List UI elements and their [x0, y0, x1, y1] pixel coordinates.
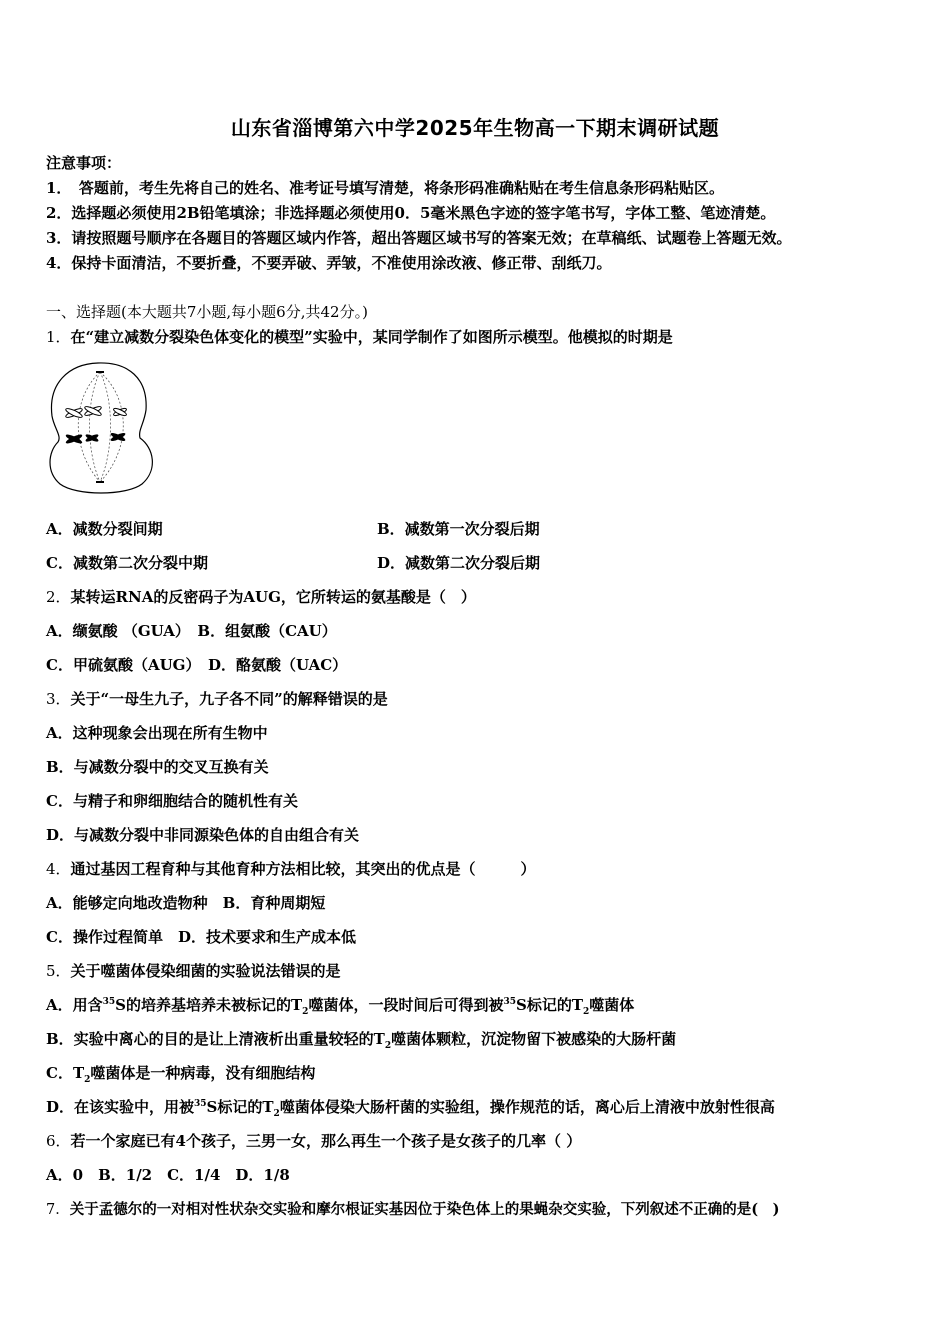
page-title: 山东省淄博第六中学2025年生物高一下期末调研试题 [230, 116, 720, 140]
notice-item-2: 2．选择题必须使用2B铅笔填涂；非选择题必须使用0．5毫米黑色字迹的签字笔书写，字体工整、笔迹清楚。 [46, 204, 776, 222]
q4-options-cd: C．操作过程简单 D．技术要求和生产成本低 [46, 928, 356, 946]
q5-option-d [46, 1097, 775, 1117]
meiosis-cell-model-figure [46, 358, 158, 494]
text-run: C．T [46, 1064, 85, 1082]
subscript: 2 [84, 1075, 91, 1085]
q6-options: A．0 B．1/2 C．1/4 D．1/8 [46, 1166, 290, 1184]
cell-membrane [50, 363, 152, 493]
superscript: 35 [503, 997, 516, 1007]
question-number: 1． [46, 328, 71, 346]
q5-option-a [46, 995, 634, 1015]
question-number: 7． [46, 1202, 70, 1218]
subscript: 2 [384, 1041, 392, 1051]
q5-option-c [46, 1063, 315, 1083]
text-run: 噬菌体 [589, 996, 635, 1014]
text-run: 噬菌体，一段时间后可得到被 [308, 996, 504, 1014]
text-run: S标记的T [206, 1098, 274, 1116]
text-run: 噬菌体是一种病毒，没有细胞结构 [90, 1064, 316, 1082]
question-4 [46, 859, 536, 879]
text-run: S标记的T [515, 996, 583, 1014]
question-3 [46, 689, 388, 709]
text-run: D．在该实验中，用被 [46, 1098, 195, 1116]
q3-option-a: A．这种现象会出现在所有生物中 [46, 724, 268, 742]
question-number: 4． [46, 860, 71, 878]
text-run: B．实验中离心的目的是让上清液析出重量较轻的T [46, 1030, 385, 1048]
spindle-fibers [78, 372, 123, 482]
q4-options-ab: A．能够定向地改造物种 B．育种周期短 [46, 894, 326, 912]
question-number: 2． [46, 588, 71, 606]
question-stem: 在“建立减数分裂染色体变化的模型”实验中，某同学制作了如图所示模型。他模拟的时期是 [70, 328, 673, 346]
question-stem: 关于噬菌体侵染细菌的实验说法错误的是 [70, 962, 341, 980]
q3-option-b: B．与减数分裂中的交叉互换有关 [46, 758, 269, 776]
text-run: S的培养基培养未被标记的T [115, 996, 303, 1014]
text-run: A．用含 [46, 996, 103, 1014]
superscript: 35 [194, 1099, 207, 1109]
chromosomes-lower [65, 431, 126, 445]
question-number: 3． [46, 690, 71, 708]
q2-options-ab: A．缬氨酸 （GUA） B．组氨酸（CAU） [46, 622, 337, 640]
notice-item-1: 1． 答题前，考生先将自己的姓名、准考证号填写清楚，将条形码准确粘贴在考生信息条形码粘贴区。 [46, 179, 724, 197]
question-5 [46, 961, 341, 981]
chromosomes-upper [65, 405, 127, 419]
q5-option-b [46, 1029, 676, 1049]
question-1 [46, 327, 673, 347]
text-run: 噬菌体颗粒，沉淀物留下被感染的大肠杆菌 [391, 1030, 677, 1048]
subscript: 2 [302, 1007, 309, 1017]
q3-option-d: D．与减数分裂中非同源染色体的自由组合有关 [46, 826, 360, 844]
question-number: 5． [46, 962, 71, 980]
question-stem: 若一个家庭已有4个孩子，三男一女，那么再生一个孩子是女孩子的几率（ ） [70, 1132, 582, 1150]
section-heading: 一、选择题(本大题共7小题,每小题6分,共42分。) [46, 303, 368, 321]
q1-option-d: D．减数第二次分裂后期 [377, 554, 541, 572]
subscript: 2 [582, 1007, 590, 1017]
text-run: 噬菌体侵染大肠杆菌的实验组，操作规范的话，离心后上清液中放射性很高 [279, 1098, 775, 1116]
question-6 [46, 1131, 581, 1151]
notice-item-3: 3．请按照题号顺序在各题目的答题区域内作答，超出答题区域书写的答案无效；在草稿纸、试题卷上答题无效。 [46, 229, 792, 247]
spindle-poles [96, 372, 104, 482]
q2-options-cd: C．甲硫氨酸（AUG） D．酪氨酸（UAC） [46, 656, 348, 674]
question-stem: 关于孟德尔的一对相对性状杂交实验和摩尔根证实基因位于染色体上的果蝇杂交实验，下列叙述不正确的是( ) [69, 1201, 780, 1218]
question-stem: 关于“一母生九子，九子各不同”的解释错误的是 [70, 690, 388, 708]
superscript: 35 [102, 997, 116, 1007]
question-7 [46, 1200, 779, 1220]
question-number: 6． [46, 1132, 71, 1150]
q1-option-a: A．减数分裂间期 [46, 520, 163, 538]
notice-heading: 注意事项： [46, 154, 122, 172]
question-2 [46, 587, 476, 607]
q1-option-b: B．减数第一次分裂后期 [377, 520, 540, 538]
q3-option-c: C．与精子和卵细胞结合的随机性有关 [46, 792, 298, 810]
subscript: 2 [273, 1109, 280, 1119]
notice-item-4: 4．保持卡面清洁，不要折叠，不要弄破、弄皱，不准使用涂改液、修正带、刮纸刀。 [46, 254, 612, 272]
q1-option-c: C．减数第二次分裂中期 [46, 554, 208, 572]
question-stem: 通过基因工程育种与其他育种方法相比较，其突出的优点是（ ） [70, 860, 536, 878]
question-stem: 某转运RNA的反密码子为AUG，它所转运的氨基酸是（ ） [70, 588, 476, 606]
